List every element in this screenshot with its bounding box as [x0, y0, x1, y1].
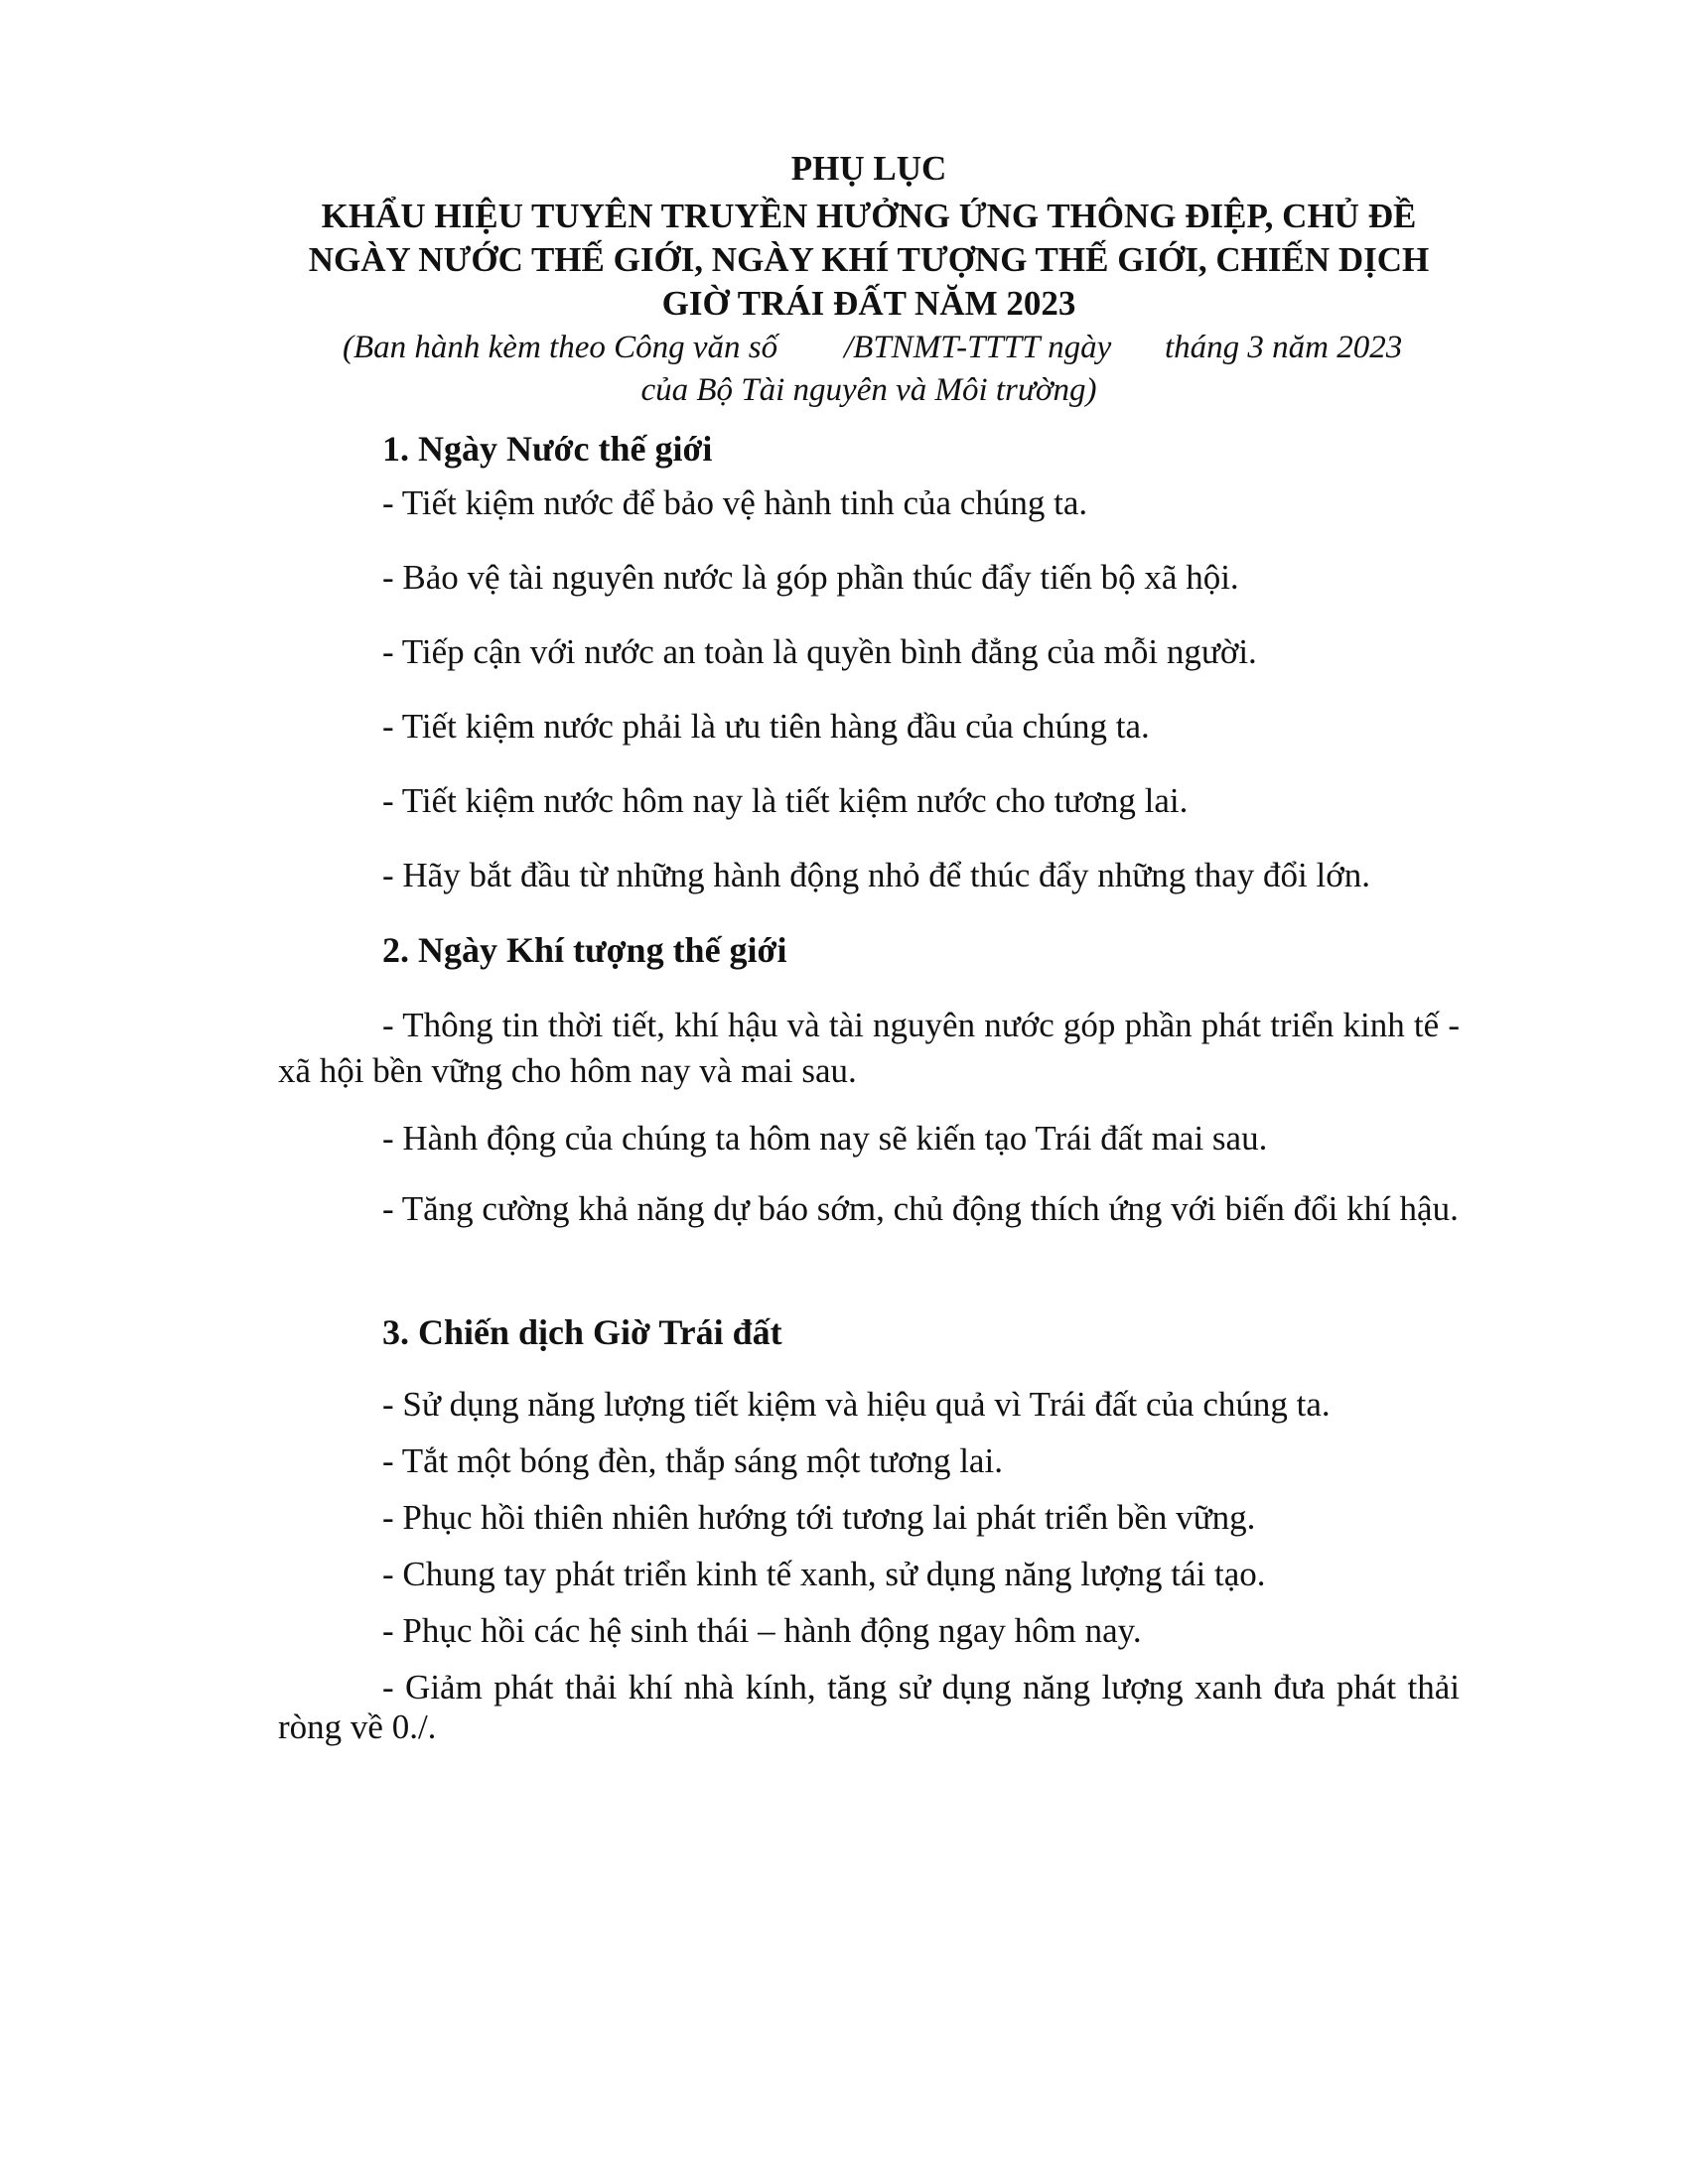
appendix-title: PHỤ LỤC	[790, 149, 947, 188]
list-item: - Tiết kiệm nước phải là ưu tiên hàng đầu của chúng ta.	[382, 707, 1150, 746]
list-item: - Phục hồi các hệ sinh thái – hành động ngay hôm nay.	[382, 1611, 1142, 1650]
issued-note-part-3: tháng 3 năm 2023	[1165, 330, 1403, 365]
list-item: - Thông tin thời tiết, khí hậu và tài nguyên nước góp phần phát triển kinh tế - xã hội bền vững cho hôm nay và mai sau.	[278, 1006, 1460, 1090]
list-item: - Bảo vệ tài nguyên nước là góp phần thúc đẩy tiến bộ xã hội.	[382, 558, 1239, 597]
issued-note-part-1: (Ban hành kèm theo Công văn số	[343, 330, 778, 365]
list-item: - Phục hồi thiên nhiên hướng tới tương lai phát triển bền vững.	[382, 1498, 1256, 1537]
list-item: - Chung tay phát triển kinh tế xanh, sử dụng năng lượng tái tạo.	[382, 1555, 1266, 1593]
issued-note-line-2: của Bộ Tài nguyên và Môi trường)	[640, 372, 1097, 408]
list-item: - Tiết kiệm nước hôm nay là tiết kiệm nước cho tương lai.	[382, 781, 1189, 820]
subtitle-line-1: KHẨU HIỆU TUYÊN TRUYỀN HƯỞNG ỨNG THÔNG ĐIỆP, CHỦ ĐỀ	[321, 197, 1417, 235]
section-heading: 1. Ngày Nước thế giới	[382, 429, 713, 469]
list-item: - Giảm phát thải khí nhà kính, tăng sử dụng năng lượng xanh đưa phát thải ròng về 0./.	[278, 1668, 1460, 1746]
list-item: - Hãy bắt đầu từ những hành động nhỏ để thúc đẩy những thay đổi lớn.	[382, 856, 1370, 894]
list-item: - Tăng cường khả năng dự báo sớm, chủ động thích ứng với biến đổi khí hậu.	[382, 1189, 1459, 1228]
subtitle-line-2: NGÀY NƯỚC THẾ GIỚI, NGÀY KHÍ TƯỢNG THẾ GIỚI, CHIẾN DỊCH	[308, 240, 1430, 279]
section-heading: 2. Ngày Khí tượng thế giới	[382, 930, 787, 970]
list-item: - Tiết kiệm nước để bảo vệ hành tinh của chúng ta.	[382, 483, 1088, 522]
list-item: - Hành động của chúng ta hôm nay sẽ kiến tạo Trái đất mai sau.	[382, 1119, 1268, 1158]
list-item: - Tiếp cận với nước an toàn là quyền bình đẳng của mỗi người.	[382, 632, 1257, 671]
issued-note-part-2: /BTNMT-TTTT ngày	[844, 330, 1112, 365]
subtitle-line-3: GIỜ TRÁI ĐẤT NĂM 2023	[661, 284, 1076, 323]
section-heading: 3. Chiến dịch Giờ Trái đất	[382, 1312, 782, 1352]
list-item: - Sử dụng năng lượng tiết kiệm và hiệu quả vì Trái đất của chúng ta.	[382, 1385, 1331, 1424]
list-item: - Tắt một bóng đèn, thắp sáng một tương lai.	[382, 1441, 1003, 1480]
